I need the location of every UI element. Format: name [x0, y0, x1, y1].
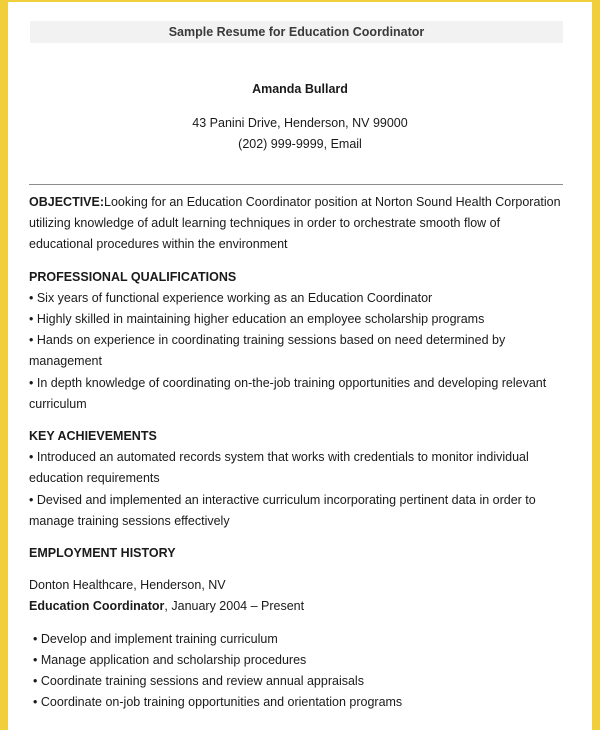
employer: Donton Healthcare, Henderson, NV — [29, 578, 226, 593]
duty-item: • Manage application and scholarship procedures — [33, 652, 307, 667]
qualifications-heading: PROFESSIONAL QUALIFICATIONS — [29, 269, 237, 284]
objective-label: OBJECTIVE: — [29, 195, 105, 209]
achievements-heading: KEY ACHIEVEMENTS — [29, 429, 157, 444]
position-line — [29, 596, 563, 617]
duty-item: • Develop and implement training curriculum — [33, 631, 278, 646]
applicant-contact: (202) 999-9999, Email — [238, 137, 362, 151]
resume-body — [29, 192, 563, 713]
document-title: Sample Resume for Education Coordinator — [30, 21, 563, 43]
employment-heading: EMPLOYMENT HISTORY — [29, 546, 176, 561]
objective-text: Looking for an Education Coordinator position at Norton Sound Health Corporation utilizing knowledge of adult learning techniques in order to orchestrate smooth flow of educational procedures within the environment — [29, 195, 561, 252]
duty-item: • Coordinate training sessions and review annual appraisals — [33, 674, 364, 689]
qualification-item: • In depth knowledge of coordinating on-the-job training opportunities and developing relevant curriculum — [29, 375, 547, 411]
applicant-name: Amanda Bullard — [252, 82, 348, 96]
qualification-item: • Hands on experience in coordinating training sessions based on need determined by management — [29, 333, 506, 369]
header-divider — [29, 184, 563, 185]
achievement-item: • Introduced an automated records system that works with credentials to monitor individual education requirements — [29, 450, 529, 486]
achievement-item: • Devised and implemented an interactive curriculum incorporating pertinent data in order to manage training sessions effectively — [29, 492, 536, 528]
objective-section — [29, 192, 563, 256]
position-dates: , January 2004 – Present — [164, 599, 305, 614]
duty-item: • Coordinate on-job training opportunities and orientation programs — [33, 695, 403, 710]
applicant-address: 43 Panini Drive, Henderson, NV 99000 — [192, 116, 408, 130]
qualification-item: • Six years of functional experience working as an Education Coordinator — [29, 290, 433, 305]
position-title: Education Coordinator — [29, 599, 165, 614]
qualification-item: • Highly skilled in maintaining higher education an employee scholarship programs — [29, 312, 485, 327]
duties-list — [33, 629, 563, 714]
